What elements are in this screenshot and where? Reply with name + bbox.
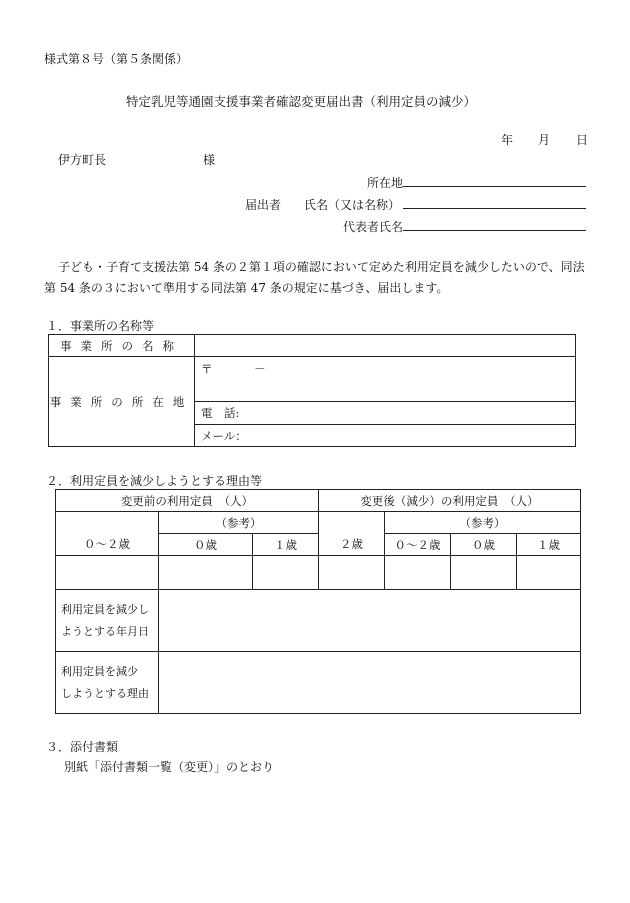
capacity-table: [55, 489, 581, 714]
after-age-0: ０歳: [451, 534, 517, 556]
office-address-field[interactable]: [195, 357, 576, 402]
before-value-2[interactable]: [319, 556, 385, 590]
mail-label: メール：: [201, 428, 247, 443]
section3-heading: ３．添付書類: [46, 740, 119, 754]
before-age-0-2: ０～２歳: [56, 534, 159, 556]
reduction-reason-label-line2: しようとする理由: [61, 686, 149, 700]
applicant-representative-label: 代表者氏名: [343, 220, 404, 234]
office-mail-field[interactable]: [195, 425, 576, 447]
section1-heading: １．事業所の名称等: [46, 319, 155, 333]
after-value-0-2[interactable]: [385, 556, 451, 590]
after-blank-cell: [319, 512, 385, 534]
reduction-date-field[interactable]: [159, 590, 581, 652]
before-age-1: １歳: [253, 534, 319, 556]
before-blank-cell: [56, 512, 159, 534]
date-day-label: 日: [576, 133, 589, 147]
applicant-name-field[interactable]: [403, 208, 586, 209]
applicant-submitter-label: 届出者: [245, 198, 282, 212]
before-value-0[interactable]: [159, 556, 253, 590]
date-month-label: 月: [538, 133, 551, 147]
before-value-0-2[interactable]: [56, 556, 159, 590]
applicant-address-field[interactable]: [403, 186, 586, 187]
office-name-field[interactable]: [195, 335, 576, 357]
after-age-0-2: ０～２歳: [385, 534, 451, 556]
addressee-honorific: 様: [203, 153, 216, 167]
phone-label: 電 話:: [201, 406, 240, 420]
before-capacity-header: 変更前の利用定員 （人）: [56, 490, 319, 512]
before-value-1[interactable]: [253, 556, 319, 590]
attachments-text: 別紙「添付書類一覧（変更）」のとおり: [64, 760, 275, 774]
reduction-reason-label: [56, 652, 159, 714]
after-reference-label: （参考）: [385, 512, 581, 534]
after-age-1: １歳: [517, 534, 581, 556]
reduction-reason-field[interactable]: [159, 652, 581, 714]
reduction-date-label: [56, 590, 159, 652]
after-value-0[interactable]: [451, 556, 517, 590]
office-address-label: 事業所の所在地: [49, 357, 195, 447]
reduction-date-label-line2: ようとする年月日: [61, 624, 149, 638]
date-year-label: 年: [501, 133, 514, 147]
form-number: 様式第８号（第５条関係）: [44, 52, 189, 66]
before-age-2: ２歳: [319, 534, 385, 556]
body-text-line-2: 第 54 条の３において準用する同法第 47 条の規定に基づき、届出します。: [44, 281, 449, 295]
after-value-1[interactable]: [517, 556, 581, 590]
postal-mark: 〒: [201, 362, 213, 376]
applicant-representative-field[interactable]: [403, 230, 586, 231]
reduction-reason-label-line1: 利用定員を減少: [61, 664, 138, 678]
section2-heading: ２．利用定員を減少しようとする理由等: [46, 474, 263, 488]
office-name-label: 事業所の名称: [49, 335, 195, 357]
before-age-0: ０歳: [159, 534, 253, 556]
before-reference-label: （参考）: [159, 512, 319, 534]
office-info-table: [48, 334, 576, 447]
applicant-name-label: 氏名（又は名称）: [304, 198, 401, 212]
page-title: 特定乳児等通園支援事業者確認変更届出書（利用定員の減少）: [126, 94, 477, 109]
postal-dash: －: [254, 362, 266, 376]
body-text-line-1: 子ども・子育て支援法第 54 条の２第１項の確認において定めた利用定員を減少したいので、同法: [58, 260, 585, 274]
applicant-address-label: 所在地: [367, 176, 404, 190]
addressee-name: 伊方町長: [58, 153, 107, 167]
reduction-date-label-line1: 利用定員を減少し: [61, 602, 149, 616]
after-capacity-header: 変更後（減少）の利用定員 （人）: [319, 490, 581, 512]
office-phone-field[interactable]: [195, 402, 576, 425]
